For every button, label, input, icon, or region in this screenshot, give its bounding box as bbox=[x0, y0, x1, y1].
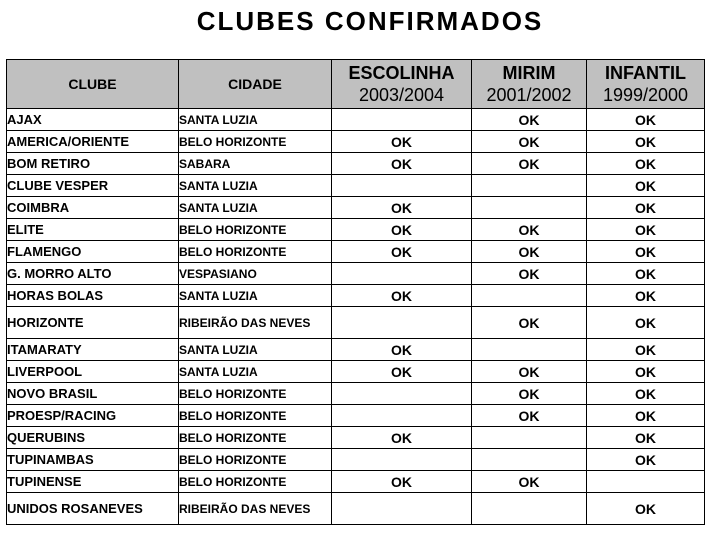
cell-clube: AMERICA/ORIENTE bbox=[7, 131, 179, 153]
cell-clube: PROESP/RACING bbox=[7, 405, 179, 427]
header-mirim-label: MIRIM bbox=[502, 63, 556, 83]
cell-clube: HORAS BOLAS bbox=[7, 285, 179, 307]
table-row bbox=[7, 175, 705, 197]
table-row bbox=[7, 219, 705, 241]
cell-escolinha: OK bbox=[332, 197, 472, 219]
cell-mirim: OK bbox=[472, 471, 587, 493]
header-infantil-years: 1999/2000 bbox=[602, 85, 689, 105]
table-row bbox=[7, 427, 705, 449]
cell-cidade: BELO HORIZONTE bbox=[179, 219, 332, 241]
cell-infantil: OK bbox=[587, 175, 705, 197]
cell-infantil: OK bbox=[587, 263, 705, 285]
cell-cidade: BELO HORIZONTE bbox=[179, 471, 332, 493]
cell-cidade: BELO HORIZONTE bbox=[179, 383, 332, 405]
cell-escolinha bbox=[332, 493, 472, 525]
cell-cidade: BELO HORIZONTE bbox=[179, 427, 332, 449]
cell-cidade: VESPASIANO bbox=[179, 263, 332, 285]
cell-clube: HORIZONTE bbox=[7, 307, 179, 339]
header-mirim bbox=[472, 60, 587, 109]
cell-mirim bbox=[472, 285, 587, 307]
cell-infantil: OK bbox=[587, 285, 705, 307]
cell-clube: QUERUBINS bbox=[7, 427, 179, 449]
cell-infantil: OK bbox=[587, 219, 705, 241]
cell-infantil bbox=[587, 471, 705, 493]
cell-clube: AJAX bbox=[7, 109, 179, 131]
header-escolinha bbox=[332, 60, 472, 109]
cell-cidade: SANTA LUZIA bbox=[179, 285, 332, 307]
cell-mirim: OK bbox=[472, 307, 587, 339]
table-row bbox=[7, 285, 705, 307]
cell-mirim: OK bbox=[472, 361, 587, 383]
cell-infantil: OK bbox=[587, 361, 705, 383]
header-infantil-label: INFANTIL bbox=[605, 63, 686, 83]
header-escolinha-label: ESCOLINHA bbox=[348, 63, 455, 83]
cell-mirim: OK bbox=[472, 131, 587, 153]
cell-infantil: OK bbox=[587, 383, 705, 405]
table-row bbox=[7, 449, 705, 471]
cell-clube: TUPINENSE bbox=[7, 471, 179, 493]
page-title: CLUBES CONFIRMADOS bbox=[196, 6, 544, 36]
cell-infantil: OK bbox=[587, 197, 705, 219]
table-row bbox=[7, 153, 705, 175]
cell-mirim: OK bbox=[472, 263, 587, 285]
header-mirim-years: 2001/2002 bbox=[486, 85, 572, 105]
cell-escolinha bbox=[332, 109, 472, 131]
cell-cidade: BELO HORIZONTE bbox=[179, 131, 332, 153]
cell-mirim bbox=[472, 339, 587, 361]
table-header-row bbox=[7, 60, 705, 109]
cell-escolinha bbox=[332, 307, 472, 339]
cell-clube: G. MORRO ALTO bbox=[7, 263, 179, 285]
cell-escolinha: OK bbox=[332, 131, 472, 153]
cell-escolinha: OK bbox=[332, 153, 472, 175]
header-clube: CLUBE bbox=[7, 60, 179, 109]
cell-cidade: BELO HORIZONTE bbox=[179, 449, 332, 471]
cell-cidade: RIBEIRÃO DAS NEVES bbox=[179, 307, 332, 339]
cell-clube: TUPINAMBAS bbox=[7, 449, 179, 471]
cell-escolinha bbox=[332, 263, 472, 285]
cell-clube: LIVERPOOL bbox=[7, 361, 179, 383]
cell-escolinha: OK bbox=[332, 339, 472, 361]
cell-escolinha: OK bbox=[332, 219, 472, 241]
cell-clube: ELITE bbox=[7, 219, 179, 241]
table-row bbox=[7, 197, 705, 219]
table-row bbox=[7, 241, 705, 263]
cell-mirim bbox=[472, 197, 587, 219]
table-row bbox=[7, 263, 705, 285]
cell-infantil: OK bbox=[587, 241, 705, 263]
cell-clube: CLUBE VESPER bbox=[7, 175, 179, 197]
cell-clube: ITAMARATY bbox=[7, 339, 179, 361]
cell-infantil: OK bbox=[587, 131, 705, 153]
cell-clube: NOVO BRASIL bbox=[7, 383, 179, 405]
cell-cidade: BELO HORIZONTE bbox=[179, 241, 332, 263]
table-row bbox=[7, 383, 705, 405]
cell-escolinha bbox=[332, 449, 472, 471]
cell-mirim: OK bbox=[472, 241, 587, 263]
table-row bbox=[7, 405, 705, 427]
table-row bbox=[7, 307, 705, 339]
header-infantil bbox=[587, 60, 705, 109]
cell-escolinha: OK bbox=[332, 285, 472, 307]
table-row bbox=[7, 339, 705, 361]
cell-cidade: RIBEIRÃO DAS NEVES bbox=[179, 493, 332, 525]
cell-cidade: SANTA LUZIA bbox=[179, 197, 332, 219]
cell-escolinha bbox=[332, 405, 472, 427]
cell-mirim bbox=[472, 175, 587, 197]
cell-mirim: OK bbox=[472, 383, 587, 405]
cell-infantil: OK bbox=[587, 449, 705, 471]
cell-clube: COIMBRA bbox=[7, 197, 179, 219]
cell-escolinha: OK bbox=[332, 241, 472, 263]
cell-clube: FLAMENGO bbox=[7, 241, 179, 263]
table-row bbox=[7, 493, 705, 525]
cell-infantil: OK bbox=[587, 109, 705, 131]
cell-infantil: OK bbox=[587, 427, 705, 449]
header-escolinha-years: 2003/2004 bbox=[358, 85, 445, 105]
cell-mirim: OK bbox=[472, 153, 587, 175]
cell-escolinha bbox=[332, 175, 472, 197]
cell-cidade: SANTA LUZIA bbox=[179, 175, 332, 197]
cell-escolinha: OK bbox=[332, 361, 472, 383]
cell-infantil: OK bbox=[587, 307, 705, 339]
table-row bbox=[7, 361, 705, 383]
cell-cidade: SANTA LUZIA bbox=[179, 361, 332, 383]
cell-infantil: OK bbox=[587, 153, 705, 175]
table-row bbox=[7, 471, 705, 493]
cell-cidade: SABARA bbox=[179, 153, 332, 175]
cell-escolinha: OK bbox=[332, 471, 472, 493]
cell-mirim: OK bbox=[472, 405, 587, 427]
table-row bbox=[7, 131, 705, 153]
header-cidade: CIDADE bbox=[179, 60, 332, 109]
cell-cidade: SANTA LUZIA bbox=[179, 339, 332, 361]
cell-mirim bbox=[472, 449, 587, 471]
cell-mirim: OK bbox=[472, 219, 587, 241]
cell-mirim bbox=[472, 427, 587, 449]
cell-escolinha: OK bbox=[332, 427, 472, 449]
cell-mirim: OK bbox=[472, 109, 587, 131]
cell-infantil: OK bbox=[587, 493, 705, 525]
cell-infantil: OK bbox=[587, 339, 705, 361]
table-row bbox=[7, 109, 705, 131]
cell-cidade: SANTA LUZIA bbox=[179, 109, 332, 131]
cell-mirim bbox=[472, 493, 587, 525]
cell-clube: UNIDOS ROSANEVES bbox=[7, 493, 179, 525]
cell-infantil: OK bbox=[587, 405, 705, 427]
clubs-table bbox=[6, 59, 705, 525]
cell-cidade: BELO HORIZONTE bbox=[179, 405, 332, 427]
cell-clube: BOM RETIRO bbox=[7, 153, 179, 175]
cell-escolinha bbox=[332, 383, 472, 405]
